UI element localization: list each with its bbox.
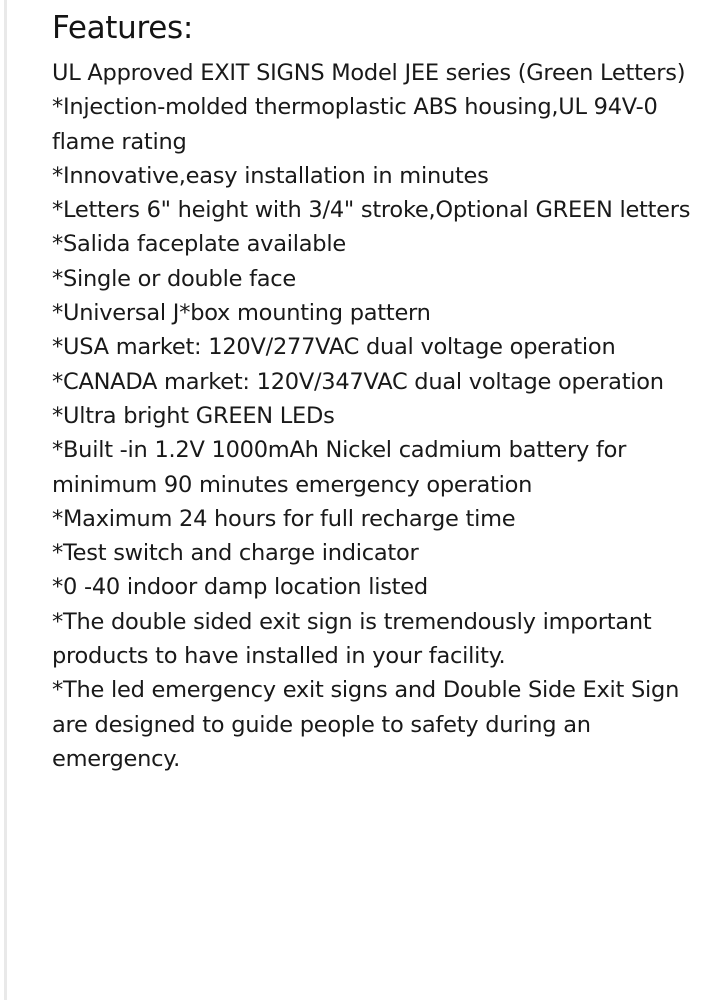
list-item: *Maximum 24 hours for full recharge time bbox=[52, 505, 516, 532]
document-content bbox=[52, 6, 702, 776]
page-title: Features: bbox=[52, 10, 194, 46]
list-item: *Salida faceplate available bbox=[52, 231, 346, 258]
page-left-edge bbox=[0, 0, 14, 1000]
list-item: *Single or double face bbox=[52, 265, 296, 292]
list-item: *Innovative,easy installation in minutes bbox=[52, 162, 489, 189]
list-item: *The led emergency exit signs and Double Side Exit Sign are designed to guide people to safety during an emergency. bbox=[52, 677, 686, 772]
list-item: *Letters 6" height with 3/4" stroke,Optional GREEN letters bbox=[52, 197, 691, 224]
list-item: *The double sided exit sign is tremendously important products to have installed in your facility. bbox=[52, 608, 659, 670]
list-item: UL Approved EXIT SIGNS Model JEE series (Green Letters) bbox=[52, 60, 686, 86]
list-item: *Universal J*box mounting pattern bbox=[52, 300, 431, 327]
list-item: *CANADA market: 120V/347VAC dual voltage operation bbox=[52, 368, 664, 395]
features-list bbox=[52, 56, 702, 776]
list-item: *Injection-molded thermoplastic ABS housing,UL 94V-0 flame rating bbox=[52, 94, 665, 155]
list-item: *Ultra bright GREEN LEDs bbox=[52, 402, 335, 429]
list-item: *0 -40 indoor damp location listed bbox=[52, 574, 428, 601]
list-item: *Test switch and charge indicator bbox=[52, 540, 419, 567]
page-edge-band bbox=[4, 0, 7, 1000]
list-item: *USA market: 120V/277VAC dual voltage operation bbox=[52, 334, 616, 361]
list-item: *Built -in 1.2V 1000mAh Nickel cadmium battery for minimum 90 minutes emergency operation bbox=[52, 437, 633, 498]
